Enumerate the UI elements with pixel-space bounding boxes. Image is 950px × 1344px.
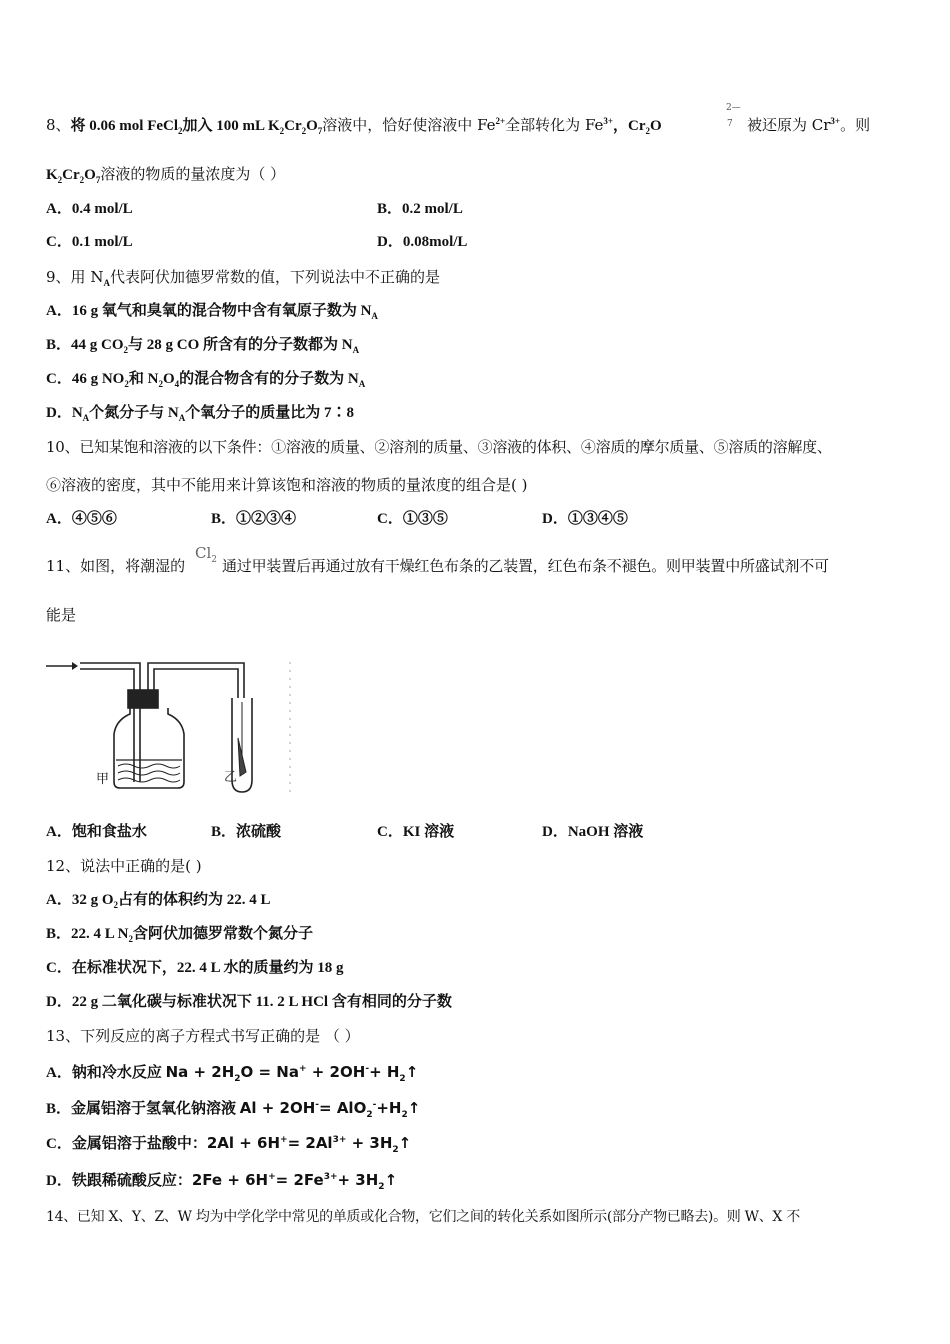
q10-line1: 10、已知某饱和溶液的以下条件：①溶液的质量、②溶剂的质量、③溶液的体积、④溶质的摩尔质量、⑤溶质的溶解度、 — [46, 438, 832, 456]
dichromate-charge: 2— — [726, 103, 741, 113]
question-number: 14、 — [46, 1209, 77, 1225]
q10-option-a: A．④⑤⑥ — [46, 511, 117, 527]
question-number: 9、 — [46, 268, 71, 286]
q13-option-a: A．钠和冷水反应 $Na + 2H_2O = Na^+ + 2OH^-+$ $H_2↑$ — [46, 1063, 419, 1084]
question-number: 10、 — [46, 438, 80, 456]
q10-option-b: B．①②③④ — [211, 511, 297, 527]
question-number: 11、 — [46, 557, 81, 575]
q11-line2: 能是 — [46, 606, 77, 624]
q11-option-c: C．KI 溶液 — [377, 824, 455, 840]
q12-option-d: D．22 g 二氧化碳与标准状况下 11. 2 L HCl 含有相同的分子数 — [46, 994, 452, 1010]
q11-option-d: D．NaOH 溶液 — [542, 824, 644, 840]
q9-option-b: B．44 g $CO_2$与 28 g CO 所含有的分子数都为 $N_A$ — [46, 337, 360, 355]
q8-line1: 8、将 0.06 mol FeCl$_2$加入 100 mL $K_2Cr_2O_7$溶液中，恰好使溶液中 $Fe^{2+}$全部转化为 $Fe^{3+}$，$Cr_2O$ — [46, 116, 662, 136]
q9-option-d: D．$N_A$个氮分子与 $N_A$个氧分子的质量比为 7∶8 — [46, 405, 355, 423]
label-yi: 乙 — [224, 770, 238, 785]
q11-line1-end: 通过甲装置后再通过放有干燥红色布条的乙装置，红色布条不褪色。则甲装置中所盛试剂不可 — [222, 557, 829, 575]
q10-option-c: C．①③⑤ — [377, 511, 448, 527]
chlorine-formula: $Cl_2$ — [195, 544, 218, 565]
q9-stem: 9、用 $N_A$代表阿伏加德罗常数的值，下列说法中不正确的是 — [46, 268, 440, 288]
q8-option-a: A．0.4 mol/L — [46, 201, 133, 217]
q10-option-d: D．①③④⑤ — [542, 511, 628, 527]
q12-option-b: B．22. 4 L $N_2$含阿伏加德罗常数个氮分子 — [46, 926, 314, 944]
apparatus-diagram — [44, 652, 304, 797]
q12-option-a: A．32 g $O_2$占有的体积约为 22. 4 L — [46, 892, 271, 910]
q11-option-b: B．浓硫酸 — [211, 824, 282, 840]
q8-option-b: B．0.2 mol/L — [377, 201, 463, 217]
q10-line2: ⑥溶液的密度，其中不能用来计算该饱和溶液的物质的量浓度的组合是( ) — [46, 476, 528, 494]
question-number: 12、 — [46, 857, 81, 875]
label-jia: 甲 — [96, 772, 110, 787]
q8-line2: $K_2Cr_2O_7$溶液的物质的量浓度为（ ） — [46, 165, 286, 185]
q13-option-b: B．金属铝溶于氢氧化钠溶液 $Al + 2OH^-= AlO_2^-+H_2↑$ — [46, 1099, 421, 1120]
dichromate-subscript: 7 — [727, 119, 733, 129]
q13-option-d: D．铁跟稀硫酸反应：$2Fe + 6H^+= 2Fe^{3+}+$ $3H_2↑$ — [46, 1171, 398, 1192]
q9-option-c: C．46 g $NO_2$和 $N_2O_4$的混合物含有的分子数为 $N_A$ — [46, 371, 366, 389]
q9-option-a: A．16 g 氧气和臭氧的混合物中含有氧原子数为 $N_A$ — [46, 303, 378, 321]
q13-stem: 13、下列反应的离子方程式书写正确的是 （ ） — [46, 1027, 360, 1045]
q8-option-d: D．0.08mol/L — [377, 234, 468, 250]
q11-option-a: A．饱和食盐水 — [46, 824, 147, 840]
question-number: 8、 — [46, 116, 71, 134]
q12-option-c: C．在标准状况下，22. 4 L 水的质量约为 18 g — [46, 960, 344, 976]
q8-line1-end: 被还原为 $Cr^{3+}$。则 — [747, 116, 871, 134]
q12-stem: 12、说法中正确的是( ) — [46, 857, 202, 875]
q13-option-c: C．金属铝溶于盐酸中：$2Al + 6H^+= 2Al^{3+}$ + $3H_2↑$ — [46, 1134, 412, 1155]
question-number: 13、 — [46, 1027, 81, 1045]
q14-line1: 14、已知 X、Y、Z、W 均为中学化学中常见的单质或化合物，它们之间的转化关系如图所示(部分产物已略去)。则 W、X 不 — [46, 1209, 800, 1225]
q8-option-c: C．0.1 mol/L — [46, 234, 133, 250]
q11-line1-start: 11、如图，将潮湿的 — [46, 557, 186, 575]
